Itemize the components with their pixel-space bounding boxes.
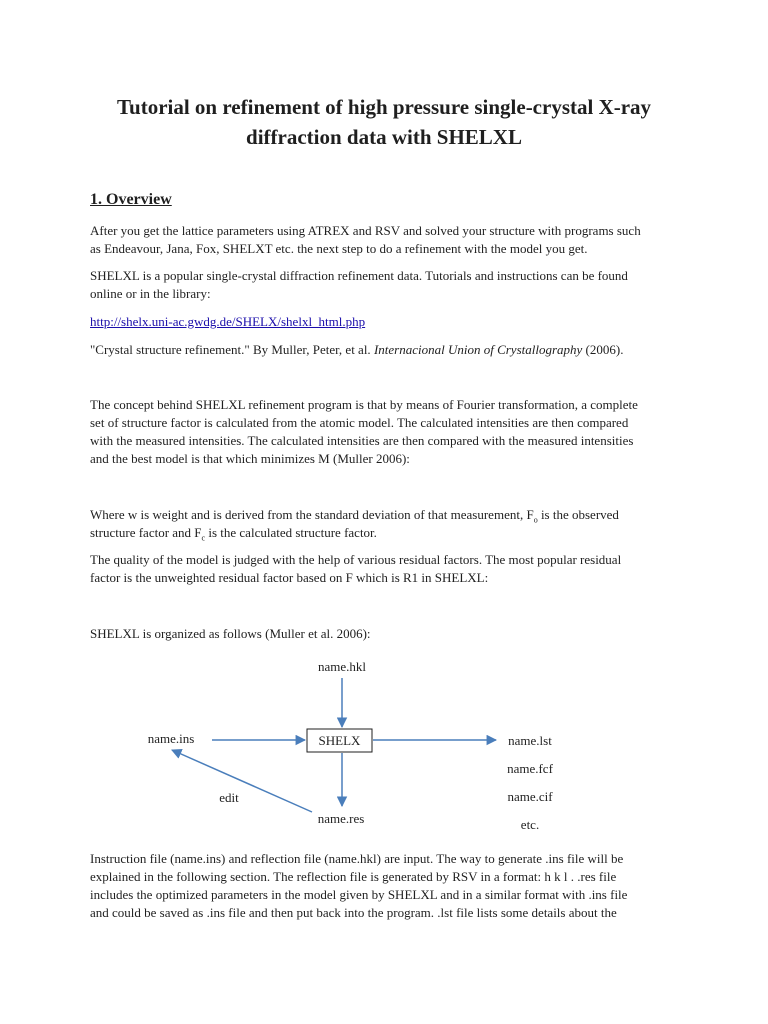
weight-line-1-pre: Where w is weight and is derived from the standard deviation of that measurement, F: [90, 507, 534, 522]
fc-subscript: c: [201, 533, 206, 543]
paragraph-instruction-line-3: includes the optimized parameters in the model given by SHELXL and in a similar format with .ins file: [90, 887, 628, 902]
reference-prefix: "Crystal structure refinement." By Muller, Peter, et al.: [90, 342, 374, 357]
paragraph-instruction-line-2: explained in the following section. The reflection file is generated by RSV in a format: h k l . .res file: [90, 869, 617, 884]
shelxl-link[interactable]: http://shelx.uni-ac.gwdg.de/SHELX/shelxl_html.php: [90, 314, 366, 329]
shelx-flow-diagram: [0, 650, 768, 840]
paragraph-shelxl: [90, 267, 690, 303]
node-etc: etc.: [520, 817, 540, 832]
weight-line-1-post: is the observed: [537, 507, 619, 522]
section-heading-overview: 1. Overview: [90, 191, 172, 208]
paragraph-instruction-line-1: Instruction file (name.ins) and reflection file (name.hkl) are input. The way to generate .ins file will be: [90, 851, 624, 866]
node-fcf: name.fcf: [507, 761, 553, 776]
reference-suffix: (2006).: [582, 342, 624, 357]
paragraph-concept: [90, 396, 690, 468]
label-edit: edit: [219, 790, 239, 805]
weight-line-2-post: is the calculated structure factor.: [205, 525, 377, 540]
paragraph-concept-line-1: The concept behind SHELXL refinement program is that by means of Fourier transformation, a complete: [90, 397, 638, 412]
node-shelx: SHELX: [318, 733, 361, 748]
weight-line-2-pre: structure factor and F: [90, 525, 202, 540]
node-cif: name.cif: [507, 789, 553, 804]
paragraph-instruction: [90, 850, 690, 922]
paragraph-quality: [90, 551, 690, 587]
node-ins: name.ins: [147, 731, 195, 746]
paragraph-shelxl-line-2: online or in the library:: [90, 286, 211, 301]
arrow-res-to-ins: [172, 750, 312, 812]
node-lst: name.lst: [508, 733, 552, 748]
reference: [90, 341, 690, 359]
node-hkl: name.hkl: [317, 659, 367, 674]
title-line-2: diffraction data with SHELXL: [246, 125, 522, 149]
title-line-1: Tutorial on refinement of high pressure single-crystal X-ray: [116, 95, 652, 119]
paragraph-concept-line-3: with the measured intensities. The calculated intensities are then compared with the measured intensities: [90, 433, 634, 448]
paragraph-concept-line-4: and the best model is that which minimizes M (Muller 2006):: [90, 451, 410, 466]
paragraph-quality-line-2: factor is the unweighted residual factor based on F which is R1 in SHELXL:: [90, 570, 489, 585]
paragraph-concept-line-2: set of structure factor is calculated from the atomic model. The calculated intensities are then compared: [90, 415, 629, 430]
paragraph-shelxl-line-1: SHELXL is a popular single-crystal diffraction refinement data. Tutorials and instructions can be found: [90, 268, 628, 283]
fo-subscript: o: [533, 515, 538, 525]
paragraph-quality-line-1: The quality of the model is judged with the help of various residual factors. The most popular residual: [90, 552, 622, 567]
paragraph-intro: [90, 222, 690, 258]
paragraph-intro-line-2: as Endeavour, Jana, Fox, SHELXT etc. the next step to do a refinement with the model you get.: [90, 241, 588, 256]
node-res: name.res: [317, 811, 365, 826]
paragraph-weight: [90, 506, 690, 542]
paragraph-organized: SHELXL is organized as follows (Muller et al. 2006):: [90, 626, 371, 641]
reference-journal: Internacional Union of Crystallography: [373, 342, 583, 357]
paragraph-intro-line-1: After you get the lattice parameters using ATREX and RSV and solved your structure with programs such: [90, 223, 641, 238]
document-title: [60, 92, 708, 152]
paragraph-instruction-line-4: and could be saved as .ins file and then put back into the program. .lst file lists some details about the: [90, 905, 617, 920]
link-paragraph: [90, 313, 690, 331]
